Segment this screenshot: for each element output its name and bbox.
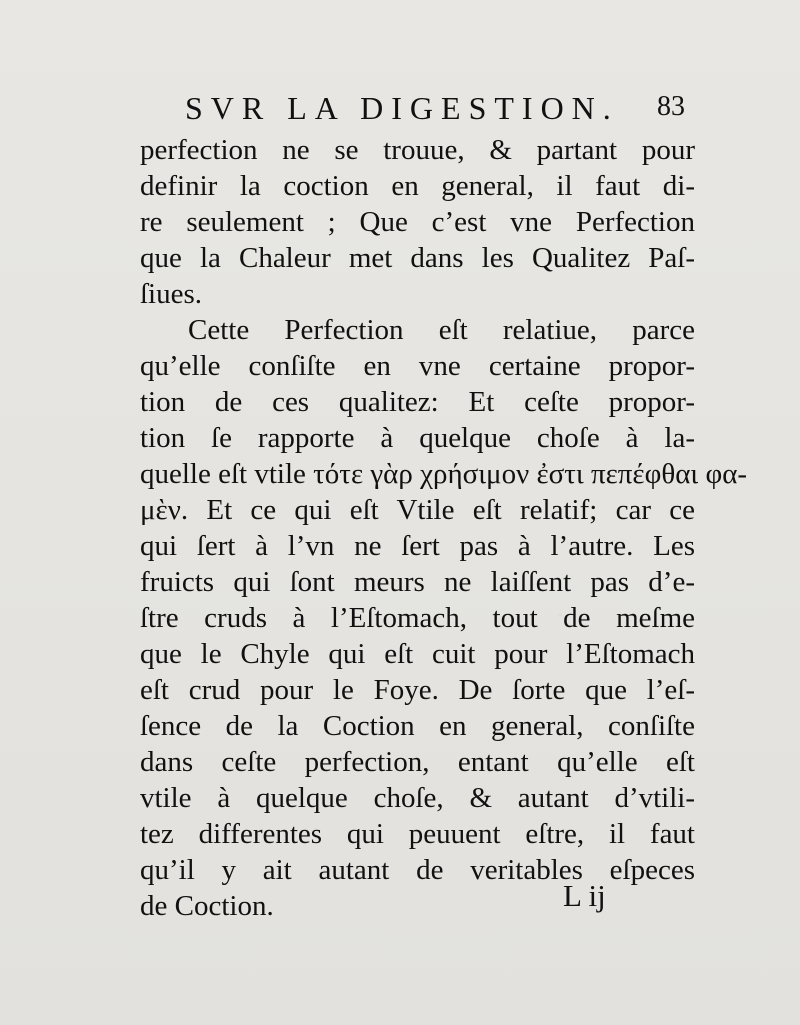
text-line: definir la coction en general, il faut di- bbox=[140, 170, 695, 202]
running-title: SVR LA DIGESTION. bbox=[185, 90, 619, 126]
text-line: dans ceſte perfection, entant qu’elle eſt bbox=[140, 746, 695, 778]
text-line: qu’il y ait autant de veritables eſpeces bbox=[140, 854, 695, 886]
text-line: μὲν. Et ce qui eſt Vtile eſt relatif; car ce bbox=[140, 494, 695, 526]
text-line: ſence de la Coction en general, conſiſte bbox=[140, 710, 695, 742]
text-line: quelle eſt vtile τότε γὰρ χρήσιμον ἐστι πεπέφθαι φα- bbox=[140, 458, 748, 490]
text-line: fruicts qui ſont meurs ne laiſſent pas d’e- bbox=[140, 566, 695, 598]
text-line: tion de ces qualitez: Et ceſte propor- bbox=[140, 386, 695, 418]
text-line: qu’elle conſiſte en vne certaine propor- bbox=[140, 350, 695, 382]
text-line: eſt crud pour le Foye. De ſorte que l’eſ- bbox=[140, 674, 695, 706]
text-line: re seulement ; Que c’est vne Perfection bbox=[140, 206, 695, 238]
text-line: tion ſe rapporte à quelque choſe à la- bbox=[140, 422, 695, 454]
running-head bbox=[185, 92, 685, 132]
text-line: vtile à quelque choſe, & autant d’vtili- bbox=[140, 782, 695, 814]
page-number: 83 bbox=[657, 91, 685, 122]
text-line: de Coction. bbox=[140, 890, 274, 922]
signature-mark: L ij bbox=[563, 878, 606, 913]
text-line: que le Chyle qui eſt cuit pour l’Eſtomach bbox=[140, 638, 695, 670]
text-line: tez differentes qui peuuent eſtre, il faut bbox=[140, 818, 695, 850]
body-text bbox=[140, 132, 748, 924]
text-line: que la Chaleur met dans les Qualitez Paſ- bbox=[140, 242, 695, 274]
text-line: perfection ne se trouue, & partant pour bbox=[140, 134, 695, 166]
text-line: qui ſert à l’vn ne ſert pas à l’autre. Les bbox=[140, 530, 695, 562]
text-line: ſiues. bbox=[140, 278, 203, 310]
text-line: ſtre cruds à l’Eſtomach, tout de meſme bbox=[140, 602, 695, 634]
text-line: Cette Perfection eſt relatiue, parce bbox=[188, 314, 695, 346]
